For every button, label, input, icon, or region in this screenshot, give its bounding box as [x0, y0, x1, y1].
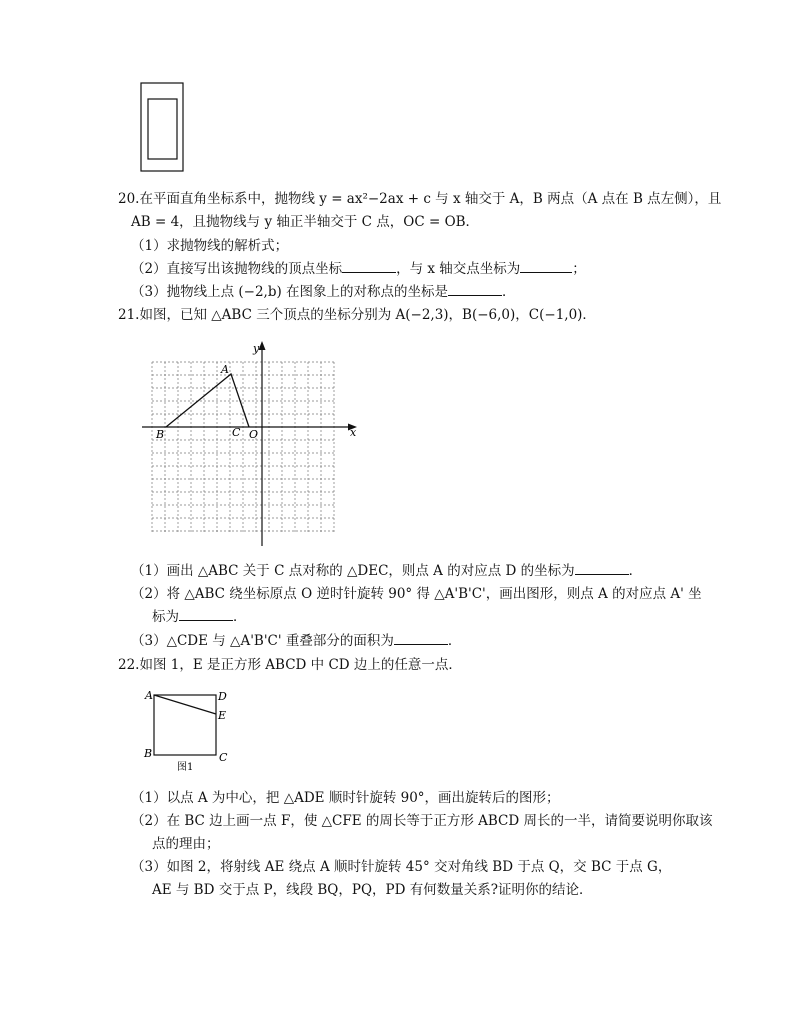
q22-square-figure — [140, 686, 240, 776]
q22-sub1: （1）以点 A 为中心，把 △ADE 顺时针旋转 90°，画出旋转后的图形； — [131, 790, 560, 806]
inner-rectangle — [148, 99, 177, 159]
axis-label-x: x — [350, 426, 357, 439]
q22-number: 22. — [118, 657, 140, 673]
q21-sub3-text-a: （3）△CDE 与 △A'B'C' 重叠部分的面积为 — [131, 633, 394, 649]
q22-sub2-line1: （2）在 BC 边上画一点 F，使 △CFE 的周长等于正方形 ABCD 周长的一半，请简要说明你取该 — [131, 813, 713, 829]
q20-sub3-text-a: （3）抛物线上点 (−2,b) 在图象上的对称点的坐标是 — [131, 284, 449, 300]
q21-point-D-answer-blank[interactable] — [575, 562, 629, 575]
rectangle-figure — [138, 80, 188, 176]
point-label-C: C — [232, 426, 241, 439]
q21-coordinate-grid-figure — [136, 336, 366, 548]
q20-number: 20. — [118, 191, 140, 207]
q20-sub2-text-a: （2）直接写出该抛物线的顶点坐标 — [131, 261, 343, 277]
q20-stem-text-1: 在平面直角坐标系中，抛物线 y = ax²−2ax + c 与 x 轴交于 A，B 两点（A 点在 B 点左侧），且 — [139, 191, 722, 207]
q20-intersection-answer-blank[interactable] — [520, 260, 572, 273]
q21-overlap-area-answer-blank[interactable] — [394, 632, 448, 645]
q20-sub2-text-b: ，与 x 轴交点坐标为 — [396, 261, 521, 277]
q22-sub2-line2: 点的理由； — [152, 836, 220, 852]
q22-stem-text: 如图 1，E 是正方形 ABCD 中 CD 边上的任意一点． — [139, 657, 462, 673]
q22-sub3-line2: AE 与 BD 交于点 P，线段 BQ，PQ，PD 有何数量关系?证明你的结论． — [152, 882, 593, 898]
square-label-E: E — [218, 709, 227, 722]
q21-sub1-text-b: ． — [628, 563, 643, 579]
point-label-B: B — [156, 428, 165, 441]
origin-label-O: O — [249, 428, 259, 441]
q21-sub2-text-c: ． — [233, 609, 247, 625]
axis-label-y: y — [253, 342, 260, 355]
square-label-D: D — [218, 690, 227, 703]
grid-lines — [152, 362, 334, 534]
q21-stem-text: 如图，已知 △ABC 三个顶点的坐标分别为 A(−2,3)，B(−6,0)，C(−1,0)． — [139, 307, 596, 323]
q20-symmetric-point-answer-blank[interactable] — [448, 283, 502, 296]
q21-point-A-prime-answer-blank[interactable] — [179, 608, 233, 621]
square-label-B: B — [144, 747, 153, 760]
figure-caption: 图1 — [177, 762, 194, 773]
q20-vertex-answer-blank[interactable] — [342, 260, 396, 273]
q20-sub3-text-b: ． — [502, 284, 516, 300]
q20-stem-line2: AB = 4，且抛物线与 y 轴正半轴交于 C 点，OC = OB． — [131, 214, 480, 230]
square-label-A: A — [145, 689, 153, 702]
q21-sub2-line2 — [152, 608, 247, 626]
segment-AE — [154, 695, 216, 714]
q20-sub3 — [131, 283, 516, 301]
q21-sub2-text-b: 标为 — [152, 609, 179, 625]
q21-sub2-line1: （2）将 △ABC 绕坐标原点 O 逆时针旋转 90° 得 △A'B'C'，画出图形，则点 A 的对应点 A' 坐 — [131, 586, 702, 602]
q21-sub1-text-a: （1）画出 △ABC 关于 C 点对称的 △DEC，则点 A 的对应点 D 的坐标为 — [131, 563, 575, 579]
q21-sub1 — [131, 562, 642, 580]
q22-stem — [118, 656, 462, 674]
q20-stem-line1 — [118, 190, 721, 208]
q22-sub3-line1: （3）如图 2，将射线 AE 绕点 A 顺时针旋转 45° 交对角线 BD 于点 Q，交 BC 于点 G， — [131, 859, 672, 875]
square-label-C: C — [219, 751, 228, 764]
triangle-ABC — [166, 374, 249, 427]
q21-number: 21. — [118, 307, 140, 323]
point-label-A: A — [221, 363, 229, 376]
q21-sub3-text-b: ． — [447, 633, 462, 649]
q21-sub3 — [131, 632, 461, 650]
q20-sub2-text-c: ； — [572, 261, 586, 277]
q20-sub1: （1）求抛物线的解析式； — [131, 238, 289, 254]
q20-sub2 — [131, 260, 586, 278]
y-axis-arrow-icon — [259, 341, 266, 350]
q21-stem — [118, 306, 596, 324]
